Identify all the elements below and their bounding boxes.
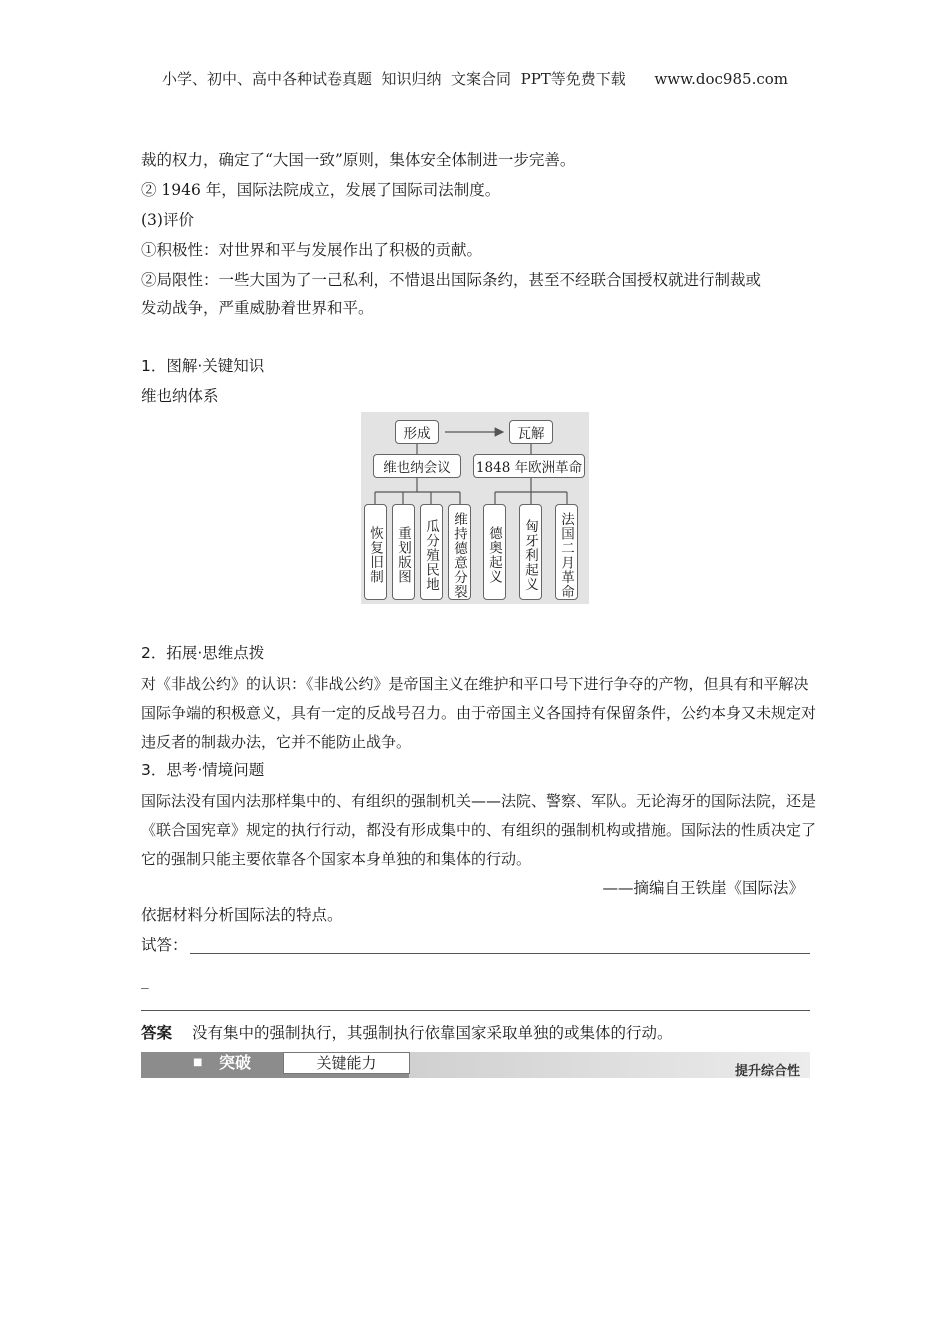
- banner-right-text: 提升综合性: [734, 1064, 800, 1079]
- section-1-heading: 1．图解·关键知识: [141, 357, 265, 375]
- diagram-right-item-1: 德奥起义: [483, 504, 506, 600]
- page-header: 小学、初中、高中各种试卷真题 知识归纳 文案合同 PPT等免费下载 www.doc985.com: [161, 70, 788, 88]
- diagram-1848-revolution-box: 1848 年欧洲革命: [473, 454, 585, 478]
- answer-dash: _: [141, 971, 149, 989]
- question-text: 依据材料分析国际法的特点。: [141, 906, 343, 924]
- diagram-left-item-4: 维持德意分裂: [448, 504, 471, 600]
- answer-line-1[interactable]: [190, 953, 810, 954]
- evaluation-positive: ①积极性：对世界和平与发展作出了积极的贡献。: [141, 241, 483, 259]
- section-2-heading: 2．拓展·思维点拨: [141, 644, 265, 662]
- section-3-material: 国际法没有国内法那样集中的、有组织的强制机关——法院、警察、军队。无论海牙的国际法院，还是《联合国宪章》规定的执行行动，都没有形成集中的、有组织的强制机构或措施。国际法的性质决定了它的强制只能主要依靠各个国家本身单独的和集体的行动。: [141, 792, 817, 868]
- material-source: ——摘编自王铁崖《国际法》: [602, 879, 804, 897]
- banner-tag: 突破: [219, 1053, 252, 1072]
- intro-line-2: ② 1946 年，国际法院成立，发展了国际司法制度。: [141, 181, 501, 199]
- answer-label: 答案: [141, 1024, 173, 1042]
- answer-row: [141, 1023, 673, 1043]
- diagram-left-item-2: 重划版图: [392, 504, 415, 600]
- section-1-subtitle: 维也纳体系: [141, 387, 219, 405]
- diagram-collapse-box: 瓦解: [509, 420, 553, 444]
- answer-text: 没有集中的强制执行，其强制执行依靠国家采取单独的或集体的行动。: [192, 1024, 673, 1042]
- evaluation-limit-line-1: ②局限性：一些大国为了一己私利，不惜退出国际条约，甚至不经联合国授权就进行制裁或: [141, 271, 762, 289]
- vienna-system-diagram: [361, 412, 589, 604]
- banner-bullet: ■: [193, 1057, 203, 1068]
- banner-tag-block: [141, 1052, 283, 1074]
- section-2-text: 对《非战公约》的认识：《非战公约》是帝国主义在维护和平口号下进行争夺的产物，但具有和平解决国际争端的积极意义，具有一定的反战号召力。由于帝国主义各国持有保留条件，公约本身又未规定对违反者的制裁办法，它并不能防止战争。: [141, 675, 817, 751]
- section-banner: [141, 1052, 810, 1078]
- answer-prompt: 试答：: [141, 936, 188, 954]
- diagram-right-item-2: 匈牙利起义: [519, 504, 542, 600]
- diagram-vienna-congress-box: 维也纳会议: [373, 454, 461, 478]
- answer-line-2[interactable]: [141, 1010, 810, 1011]
- evaluation-limit-line-2: 发动战争，严重威胁着世界和平。: [141, 299, 374, 317]
- evaluation-heading: (3)评价: [141, 211, 194, 229]
- intro-line-1: 裁的权力，确定了“大国一致”原则，集体安全体制进一步完善。: [141, 151, 576, 169]
- diagram-formation-box: 形成: [395, 420, 439, 444]
- diagram-left-item-3: 瓜分殖民地: [420, 504, 443, 600]
- diagram-left-item-1: 恢复旧制: [364, 504, 387, 600]
- diagram-right-item-3: 法国二月革命: [555, 504, 578, 600]
- banner-title: 关键能力: [283, 1052, 410, 1074]
- section-3-heading: 3．思考·情境问题: [141, 761, 265, 779]
